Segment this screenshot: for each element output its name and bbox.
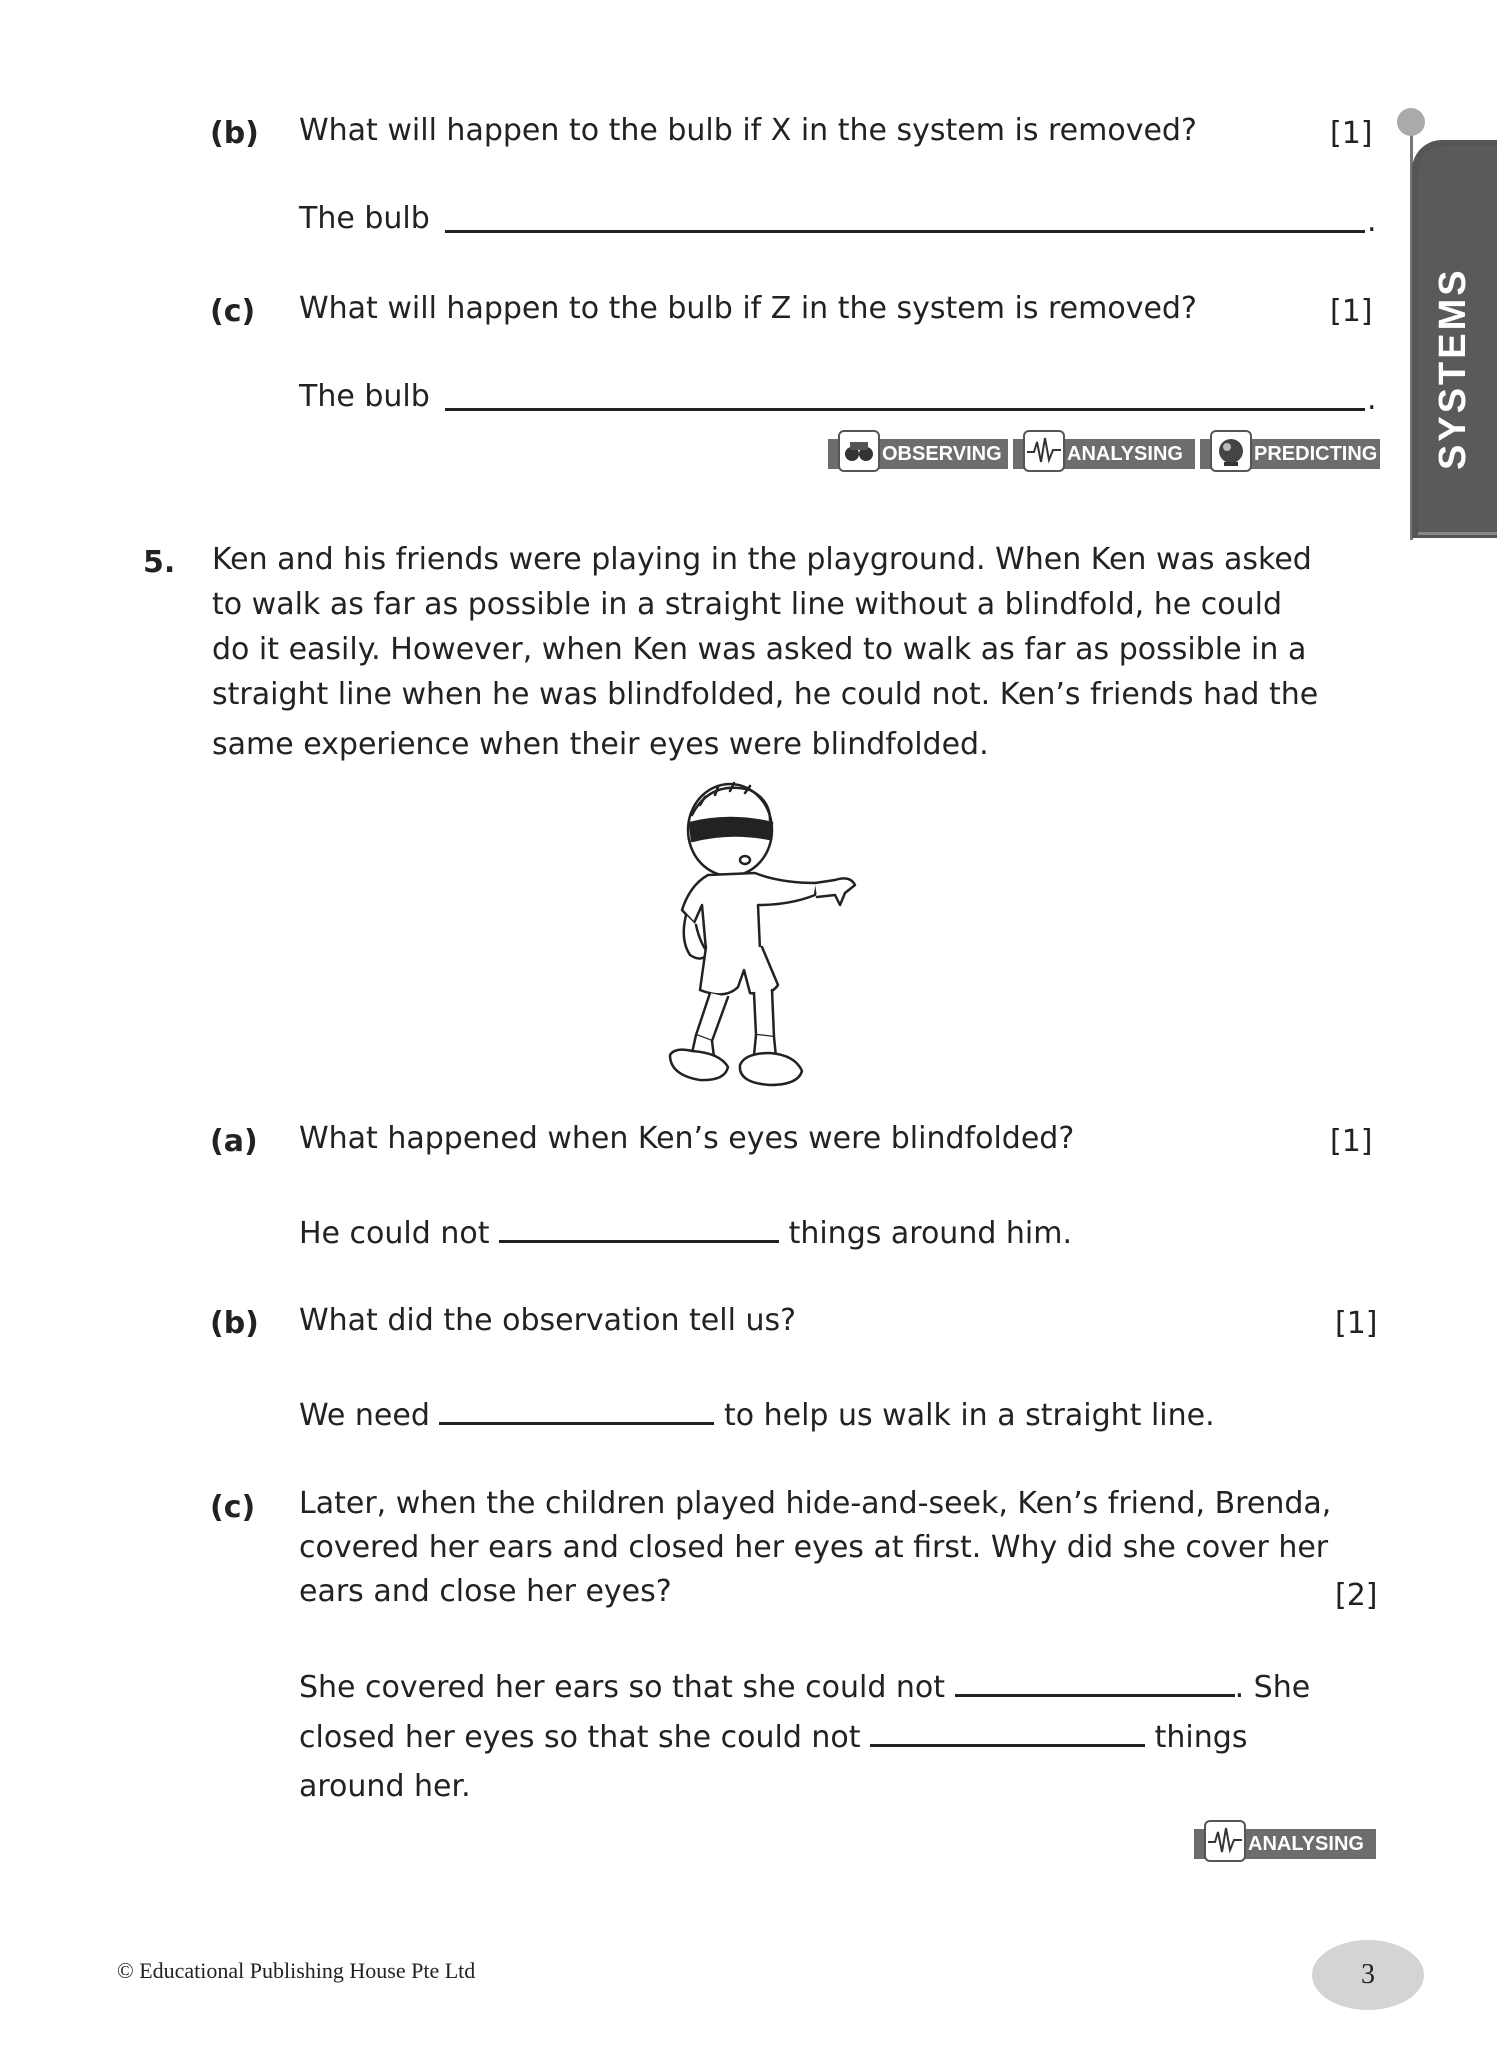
q5-number: 5. [143, 545, 176, 580]
q5a-question: What happened when Ken’s eyes were blindfolded? [299, 1121, 1075, 1156]
q5c-answer-line-3: around her. [299, 1769, 471, 1804]
q5-line-1: Ken and his friends were playing in the playground. When Ken was asked [212, 542, 1312, 577]
skill-badge-analysing-bottom [1194, 1829, 1376, 1859]
q5c-ans1-prefix: She covered her ears so that she could not [299, 1670, 946, 1705]
skill-badge-predicting [1200, 439, 1380, 469]
q4b-marks: [1] [1330, 116, 1373, 151]
q4c-question: What will happen to the bulb if Z in the system is removed? [299, 291, 1197, 326]
q5b-label: (b) [210, 1306, 259, 1341]
q4c-label: (c) [210, 294, 256, 329]
q5c-question-line-2: covered her ears and closed her eyes at first. Why did she cover her [299, 1530, 1329, 1565]
q4b-period: . [1367, 204, 1377, 239]
blindfolded-boy-illustration [630, 775, 870, 1095]
q5-line-5: same experience when their eyes were blindfolded. [212, 727, 989, 762]
q5b-blank[interactable] [439, 1400, 714, 1425]
q5a-suffix: things around him. [788, 1216, 1073, 1251]
crystal-ball-icon [1210, 430, 1252, 472]
footer-copyright: © Educational Publishing House Pte Ltd [117, 1958, 476, 1983]
q5c-ans2-prefix: closed her eyes so that she could not [299, 1720, 861, 1755]
waveform-icon [1023, 430, 1065, 472]
skill-badge-analysing [1013, 439, 1195, 469]
q5c-blank-2[interactable] [870, 1722, 1145, 1747]
q5-line-3: do it easily. However, when Ken was asked to walk as far as possible in a [212, 632, 1307, 667]
skill-label-analysing: ANALYSING [1067, 443, 1183, 465]
binoculars-icon [838, 430, 880, 472]
q4b-answer-prefix: The bulb [299, 201, 430, 236]
q5-paragraph [212, 537, 1392, 767]
q5c-ans2-suffix: things [1154, 1720, 1248, 1755]
q5b-prefix: We need [299, 1398, 430, 1433]
page-number: 3 [1312, 1940, 1424, 2010]
q5b-marks: [1] [1335, 1306, 1378, 1341]
q5c-question [299, 1482, 1379, 1614]
q4c-answer-line[interactable] [445, 408, 1365, 411]
q5c-answer-line-2 [299, 1722, 1247, 1753]
q5c-marks: [2] [1335, 1578, 1378, 1613]
q4c-period: . [1367, 382, 1377, 417]
q5a-label: (a) [210, 1124, 258, 1159]
side-tab-pin [1397, 108, 1425, 136]
q4c-answer-prefix: The bulb [299, 379, 430, 414]
skill-badge-observing [828, 439, 1008, 469]
waveform-icon [1204, 1820, 1246, 1862]
q5c-question-line-1: Later, when the children played hide-and-seek, Ken’s friend, Brenda, [299, 1486, 1332, 1521]
skill-label-predicting: PREDICTING [1254, 443, 1378, 465]
q5a-prefix: He could not [299, 1216, 490, 1251]
q5c-answer-line-1 [299, 1672, 1310, 1703]
q4c-marks: [1] [1330, 294, 1373, 329]
q5a-blank[interactable] [499, 1218, 779, 1243]
q5a-marks: [1] [1330, 1124, 1373, 1159]
q5b-answer [299, 1400, 1215, 1431]
q5-line-2: to walk as far as possible in a straight line without a blindfold, he could [212, 587, 1282, 622]
q5-line-4: straight line when he was blindfolded, he could not. Ken’s friends had the [212, 677, 1319, 712]
q5a-answer [299, 1218, 1072, 1249]
side-tab-label: SYSTEMS [1432, 267, 1474, 470]
q4b-label: (b) [210, 116, 259, 151]
q5c-blank-1[interactable] [955, 1672, 1235, 1697]
q5c-question-line-3: ears and close her eyes? [299, 1574, 672, 1609]
skill-label-analysing-bottom: ANALYSING [1248, 1833, 1364, 1855]
q5b-suffix: to help us walk in a straight line. [723, 1398, 1215, 1433]
q4b-question: What will happen to the bulb if X in the system is removed? [299, 113, 1197, 148]
q5c-ans1-suffix: . She [1234, 1670, 1311, 1705]
q5b-question: What did the observation tell us? [299, 1303, 797, 1338]
skill-label-observing: OBSERVING [882, 443, 1002, 465]
q5c-label: (c) [210, 1490, 256, 1525]
q4b-answer-line[interactable] [445, 230, 1365, 233]
